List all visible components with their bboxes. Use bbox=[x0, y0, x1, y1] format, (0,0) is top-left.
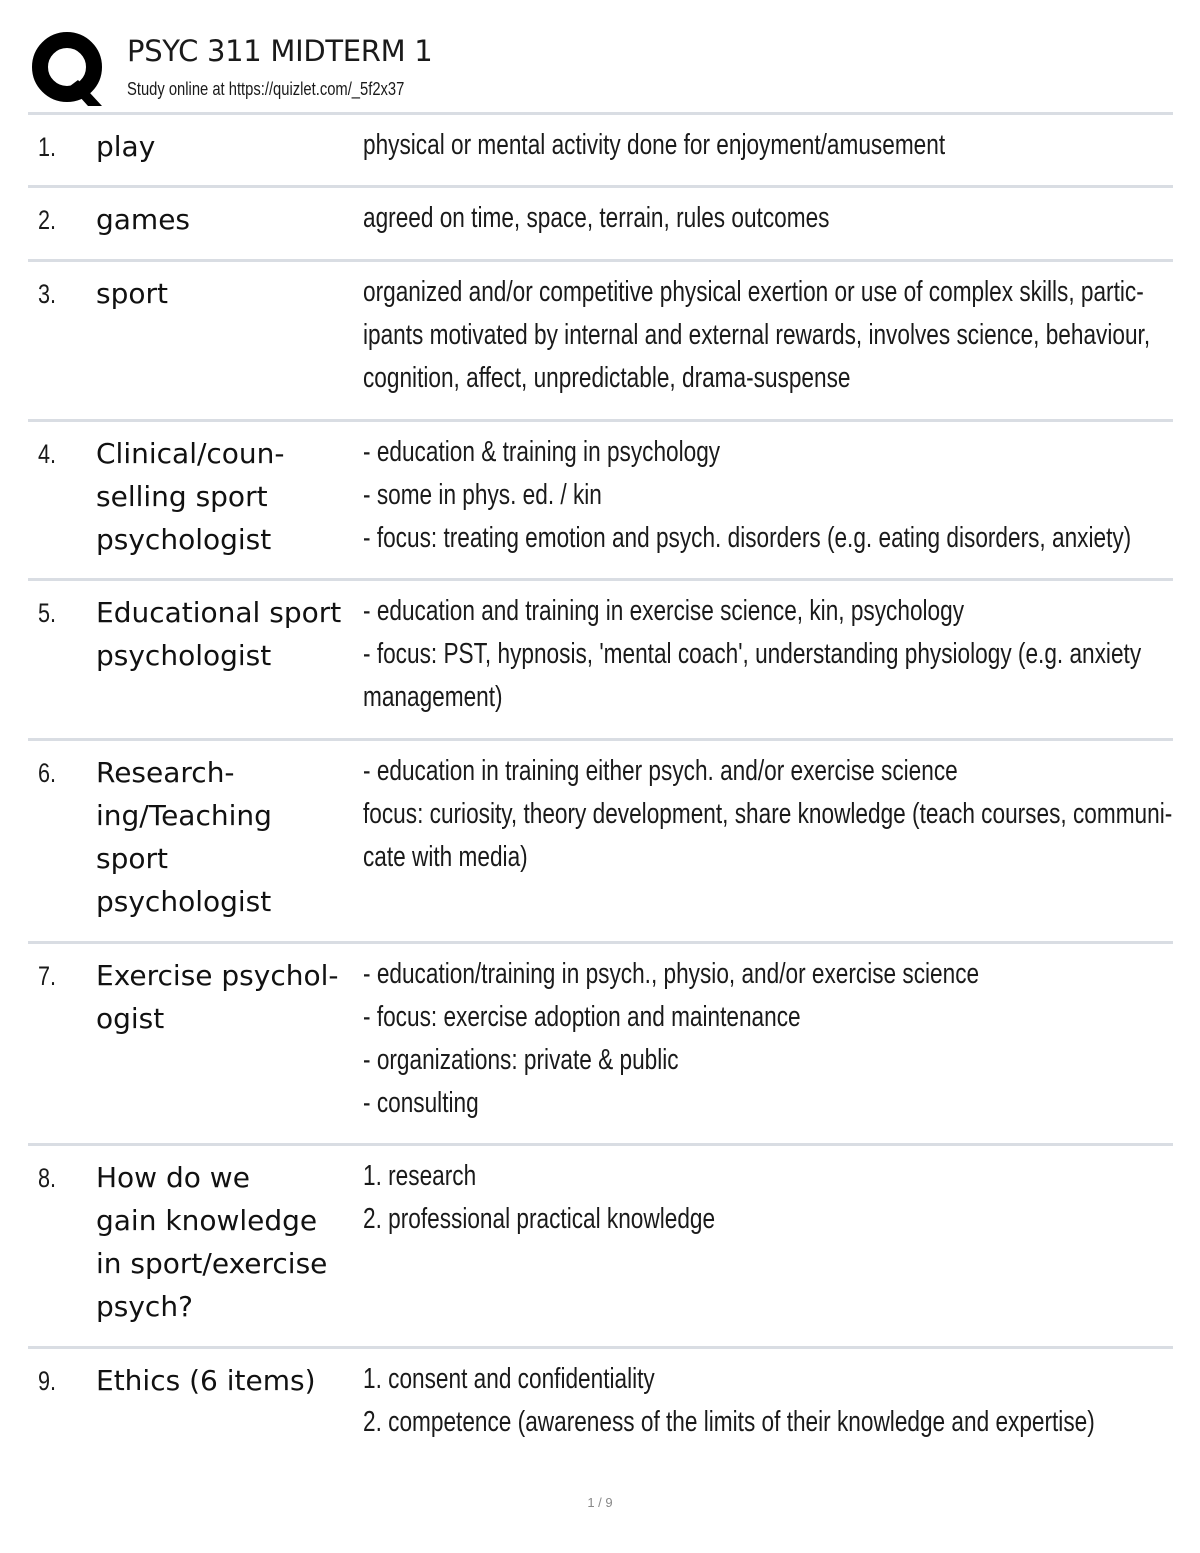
flashcard-row bbox=[28, 944, 1173, 1146]
definition-line: - consulting bbox=[363, 1087, 479, 1119]
card-definition bbox=[363, 750, 1172, 879]
definition-line: focus: curiosity, theory development, share knowledge (teach courses, communi- bbox=[363, 798, 1173, 830]
definition-line: - education/training in psych., physio, and/or exercise science bbox=[363, 958, 980, 990]
card-term bbox=[96, 198, 358, 241]
page-title: PSYC 311 MIDTERM 1 bbox=[127, 34, 433, 68]
term-line: Educational sport bbox=[96, 596, 342, 629]
definition-line: 2. competence (awareness of the limits of their knowledge and expertise) bbox=[363, 1406, 1095, 1438]
term-line: sport bbox=[96, 842, 168, 875]
definition-line: 1. research bbox=[363, 1160, 477, 1192]
study-online-link-text: Study online at https://quizlet.com/_5f2x37 bbox=[127, 79, 405, 99]
card-term bbox=[96, 432, 358, 561]
card-number: 6. bbox=[38, 758, 57, 788]
flashcard-row bbox=[28, 1146, 1173, 1349]
definition-line: ipants motivated by internal and external rewards, involves science, behaviour, bbox=[363, 319, 1151, 351]
document-header bbox=[30, 28, 1172, 112]
definition-line: - education in training either psych. and/or exercise science bbox=[363, 755, 958, 787]
card-term bbox=[96, 1359, 358, 1402]
definition-line: - education & training in psychology bbox=[363, 436, 721, 468]
flashcard-row bbox=[28, 188, 1173, 262]
card-definition bbox=[363, 1358, 1095, 1444]
card-definition bbox=[363, 124, 945, 167]
card-definition bbox=[363, 431, 1131, 560]
card-definition bbox=[363, 1155, 715, 1241]
card-term bbox=[96, 272, 358, 315]
quizlet-logo-icon bbox=[30, 30, 108, 108]
term-line: selling sport bbox=[96, 480, 268, 513]
card-definition bbox=[363, 953, 979, 1125]
flashcard-row bbox=[28, 581, 1173, 741]
definition-line: - organizations: private & public bbox=[363, 1044, 679, 1076]
definition-line: - focus: PST, hypnosis, 'mental coach', understanding physiology (e.g. anxiety bbox=[363, 638, 1142, 670]
card-term bbox=[96, 954, 358, 1040]
term-line: psychologist bbox=[96, 885, 272, 918]
flashcard-row bbox=[28, 741, 1173, 944]
term-line: sport bbox=[96, 277, 168, 310]
term-line: psychologist bbox=[96, 523, 272, 556]
card-definition bbox=[363, 590, 1141, 719]
term-line: ing/Teaching bbox=[96, 799, 272, 832]
definition-line: management) bbox=[363, 681, 503, 713]
card-number: 1. bbox=[38, 132, 57, 162]
flashcard-row bbox=[28, 115, 1173, 188]
card-number: 8. bbox=[38, 1163, 57, 1193]
definition-line: organized and/or competitive physical exertion or use of complex skills, partic- bbox=[363, 276, 1144, 308]
flashcard-row bbox=[28, 262, 1173, 422]
flashcard-row bbox=[28, 422, 1173, 581]
definition-line: - some in phys. ed. / kin bbox=[363, 479, 602, 511]
card-number: 7. bbox=[38, 961, 57, 991]
term-line: Clinical/coun- bbox=[96, 437, 285, 470]
definition-line: - focus: exercise adoption and maintenance bbox=[363, 1001, 801, 1033]
definition-line: 1. consent and confidentiality bbox=[363, 1363, 655, 1395]
term-line: psychologist bbox=[96, 639, 272, 672]
definition-line: cate with media) bbox=[363, 841, 528, 873]
term-line: Ethics (6 items) bbox=[96, 1364, 316, 1397]
card-term bbox=[96, 1156, 358, 1328]
term-line: Research- bbox=[96, 756, 235, 789]
page-number: 1 / 9 bbox=[587, 1495, 613, 1510]
flashcard-row bbox=[28, 1349, 1173, 1469]
card-definition bbox=[363, 271, 1150, 400]
term-line: psych? bbox=[96, 1290, 193, 1323]
card-number: 9. bbox=[38, 1366, 57, 1396]
card-number: 5. bbox=[38, 598, 57, 628]
card-definition bbox=[363, 197, 829, 240]
card-number: 4. bbox=[38, 439, 57, 469]
term-line: ogist bbox=[96, 1002, 165, 1035]
definition-line: - focus: treating emotion and psych. disorders (e.g. eating disorders, anxiety) bbox=[363, 522, 1132, 554]
definition-line: - education and training in exercise science, kin, psychology bbox=[363, 595, 965, 627]
term-line: How do we bbox=[96, 1161, 250, 1194]
term-line: Exercise psychol- bbox=[96, 959, 339, 992]
term-line: gain knowledge bbox=[96, 1204, 318, 1237]
card-term bbox=[96, 751, 358, 923]
definition-line: cognition, affect, unpredictable, drama-suspense bbox=[363, 362, 851, 394]
card-number: 3. bbox=[38, 279, 57, 309]
term-line: play bbox=[96, 130, 156, 163]
definition-line: 2. professional practical knowledge bbox=[363, 1203, 716, 1235]
term-line: games bbox=[96, 203, 191, 236]
term-line: in sport/exercise bbox=[96, 1247, 328, 1280]
flashcard-list bbox=[28, 115, 1173, 1469]
definition-line: agreed on time, space, terrain, rules outcomes bbox=[363, 202, 830, 234]
definition-line: physical or mental activity done for enjoyment/amusement bbox=[363, 129, 946, 161]
card-number: 2. bbox=[38, 205, 57, 235]
card-term bbox=[96, 591, 358, 677]
card-term bbox=[96, 125, 358, 168]
